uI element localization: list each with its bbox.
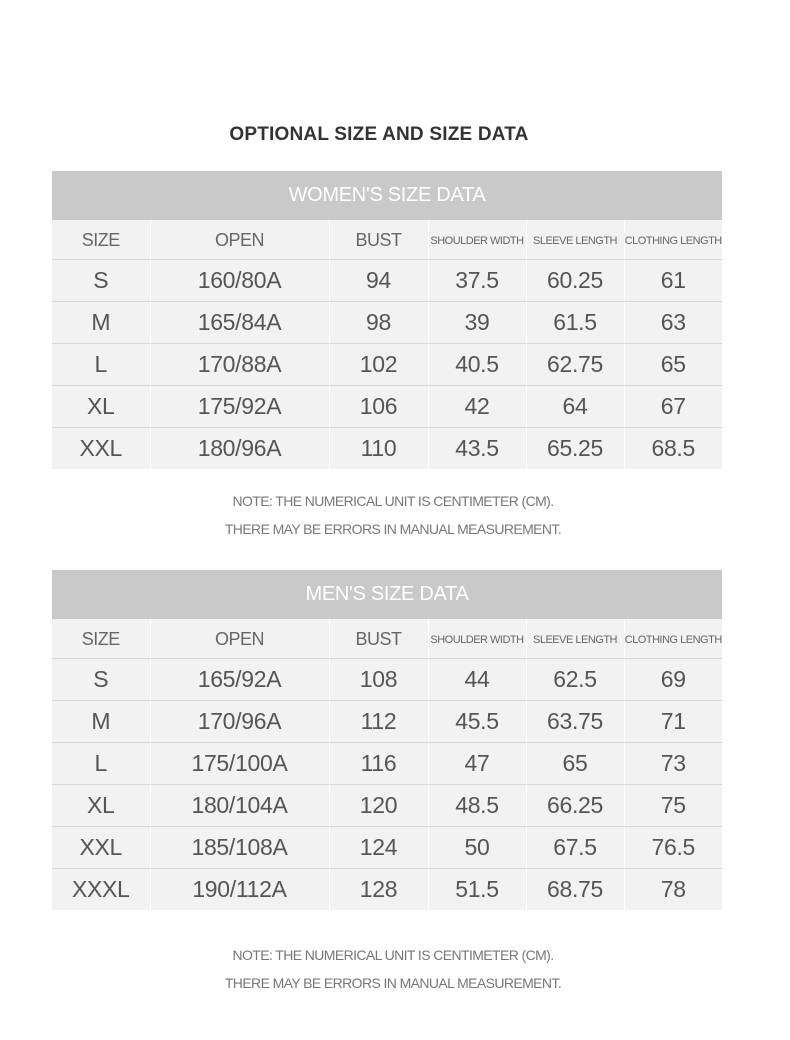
cell-shoulder-width: 50 [428, 827, 526, 869]
women-size-table [52, 171, 722, 469]
cell-sleeve-length: 63.75 [526, 701, 624, 743]
men-size-table [52, 570, 722, 910]
cell-shoulder-width: 44 [428, 659, 526, 701]
column-header-clothing-length: CLOTHING LENGTH [624, 220, 722, 260]
women-table-banner: WOMEN'S SIZE DATA [52, 171, 722, 220]
cell-bust: 116 [329, 743, 428, 785]
cell-clothing-length: 63 [624, 302, 722, 344]
table-row [52, 344, 722, 386]
cell-clothing-length: 67 [624, 386, 722, 428]
cell-open: 175/100A [150, 743, 329, 785]
cell-size: XL [52, 785, 150, 827]
column-header-sleeve-length: SLEEVE LENGTH [526, 619, 624, 659]
column-header-size: SIZE [52, 220, 150, 260]
cell-open: 175/92A [150, 386, 329, 428]
men-note-unit: NOTE: THE NUMERICAL UNIT IS CENTIMETER (CM). [232, 947, 554, 963]
cell-open: 180/104A [150, 785, 329, 827]
cell-clothing-length: 65 [624, 344, 722, 386]
cell-size: S [52, 659, 150, 701]
cell-bust: 98 [329, 302, 428, 344]
table-row [52, 701, 722, 743]
cell-clothing-length: 61 [624, 260, 722, 302]
cell-open: 180/96A [150, 428, 329, 470]
column-header-size: SIZE [52, 619, 150, 659]
table-row [52, 260, 722, 302]
women-note-unit: NOTE: THE NUMERICAL UNIT IS CENTIMETER (CM). [232, 493, 554, 509]
column-header-open: OPEN [150, 220, 329, 260]
column-header-sleeve-length: SLEEVE LENGTH [526, 220, 624, 260]
cell-bust: 110 [329, 428, 428, 470]
cell-size: XXL [52, 827, 150, 869]
cell-sleeve-length: 62.75 [526, 344, 624, 386]
column-header-clothing-length: CLOTHING LENGTH [624, 619, 722, 659]
cell-size: XXXL [52, 869, 150, 911]
cell-clothing-length: 69 [624, 659, 722, 701]
cell-open: 190/112A [150, 869, 329, 911]
cell-sleeve-length: 60.25 [526, 260, 624, 302]
cell-open: 170/88A [150, 344, 329, 386]
cell-shoulder-width: 43.5 [428, 428, 526, 470]
cell-sleeve-length: 64 [526, 386, 624, 428]
column-header-bust: BUST [329, 220, 428, 260]
cell-size: L [52, 743, 150, 785]
men-note-error: THERE MAY BE ERRORS IN MANUAL MEASUREMENT. [224, 975, 562, 991]
cell-shoulder-width: 47 [428, 743, 526, 785]
cell-bust: 106 [329, 386, 428, 428]
cell-open: 185/108A [150, 827, 329, 869]
cell-open: 165/92A [150, 659, 329, 701]
cell-clothing-length: 75 [624, 785, 722, 827]
cell-shoulder-width: 37.5 [428, 260, 526, 302]
cell-bust: 108 [329, 659, 428, 701]
column-header-shoulder-width: SHOULDER WIDTH [428, 619, 526, 659]
men-header-row [52, 619, 722, 659]
cell-shoulder-width: 48.5 [428, 785, 526, 827]
cell-sleeve-length: 62.5 [526, 659, 624, 701]
cell-shoulder-width: 42 [428, 386, 526, 428]
table-row [52, 743, 722, 785]
cell-bust: 128 [329, 869, 428, 911]
women-note-error: THERE MAY BE ERRORS IN MANUAL MEASUREMENT. [224, 521, 562, 537]
cell-open: 160/80A [150, 260, 329, 302]
column-header-shoulder-width: SHOULDER WIDTH [428, 220, 526, 260]
cell-open: 165/84A [150, 302, 329, 344]
cell-size: L [52, 344, 150, 386]
table-row [52, 386, 722, 428]
cell-clothing-length: 71 [624, 701, 722, 743]
women-header-row [52, 220, 722, 260]
cell-sleeve-length: 61.5 [526, 302, 624, 344]
cell-sleeve-length: 67.5 [526, 827, 624, 869]
cell-sleeve-length: 66.25 [526, 785, 624, 827]
men-table-banner: MEN'S SIZE DATA [52, 570, 722, 619]
table-row [52, 785, 722, 827]
cell-bust: 112 [329, 701, 428, 743]
cell-size: M [52, 302, 150, 344]
cell-sleeve-length: 65 [526, 743, 624, 785]
cell-clothing-length: 73 [624, 743, 722, 785]
cell-shoulder-width: 51.5 [428, 869, 526, 911]
table-row [52, 869, 722, 911]
column-header-bust: BUST [329, 619, 428, 659]
cell-bust: 124 [329, 827, 428, 869]
column-header-open: OPEN [150, 619, 329, 659]
cell-bust: 120 [329, 785, 428, 827]
table-row [52, 302, 722, 344]
cell-shoulder-width: 40.5 [428, 344, 526, 386]
cell-sleeve-length: 65.25 [526, 428, 624, 470]
table-row [52, 428, 722, 470]
cell-shoulder-width: 39 [428, 302, 526, 344]
table-row [52, 659, 722, 701]
cell-bust: 94 [329, 260, 428, 302]
cell-shoulder-width: 45.5 [428, 701, 526, 743]
table-row [52, 827, 722, 869]
cell-clothing-length: 78 [624, 869, 722, 911]
cell-bust: 102 [329, 344, 428, 386]
page-title: OPTIONAL SIZE AND SIZE DATA [229, 124, 529, 145]
cell-size: XXL [52, 428, 150, 470]
cell-size: M [52, 701, 150, 743]
cell-sleeve-length: 68.75 [526, 869, 624, 911]
cell-size: S [52, 260, 150, 302]
cell-clothing-length: 76.5 [624, 827, 722, 869]
cell-open: 170/96A [150, 701, 329, 743]
cell-size: XL [52, 386, 150, 428]
cell-clothing-length: 68.5 [624, 428, 722, 470]
